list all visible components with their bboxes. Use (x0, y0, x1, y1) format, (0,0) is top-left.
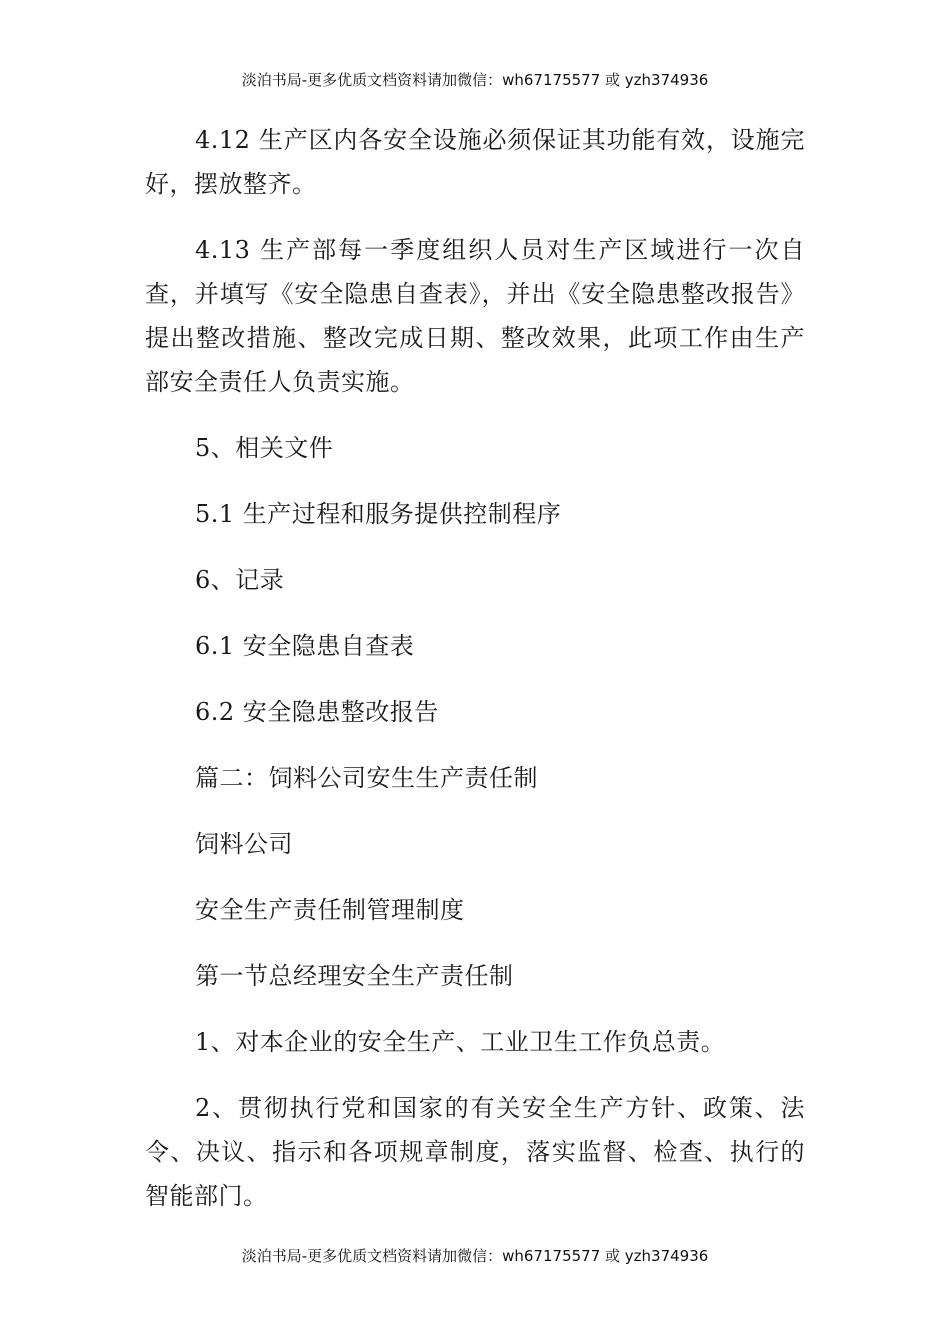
section-heading-records: 6、记录 (195, 566, 285, 594)
regulation-title: 安全生产责任制管理制度 (195, 896, 465, 924)
footer-watermark: 淡泊书局-更多优质文档资料请加微信：wh67175577 或 yzh374936 (241, 1247, 709, 1265)
paragraph-item-2: 2、贯彻执行党和国家的有关安全生产方针、政策、法令、决议、指示和各项规章制度，落实监督、检查、执行的智能部门。 (145, 1094, 805, 1210)
paragraph-item-1: 1、对本企业的安全生产、工业卫生工作负总责。 (195, 1028, 726, 1056)
paragraph-4-12: 4.12 生产区内各安全设施必须保证其功能有效，设施完好，摆放整齐。 (145, 126, 805, 198)
chapter-title: 篇二：饲料公司安生生产责任制 (195, 764, 538, 792)
section-heading-related-docs: 5、相关文件 (195, 434, 334, 462)
paragraph-6-2: 6.2 安全隐患整改报告 (195, 698, 439, 726)
company-name: 饲料公司 (195, 830, 293, 858)
paragraph-5-1: 5.1 生产过程和服务提供控制程序 (195, 500, 562, 528)
header-watermark: 淡泊书局-更多优质文档资料请加微信：wh67175577 或 yzh374936 (241, 71, 709, 89)
paragraph-4-13: 4.13 生产部每一季度组织人员对生产区域进行一次自查，并填写《安全隐患自查表》，并出《安全隐患整改报告》提出整改措施、整改完成日期、整改效果，此项工作由生产部安全责任人负责实施。 (145, 236, 805, 396)
document-body (145, 118, 805, 1240)
section-title-gm: 第一节总经理安全生产责任制 (195, 962, 514, 990)
paragraph-6-1: 6.1 安全隐患自查表 (195, 632, 415, 660)
